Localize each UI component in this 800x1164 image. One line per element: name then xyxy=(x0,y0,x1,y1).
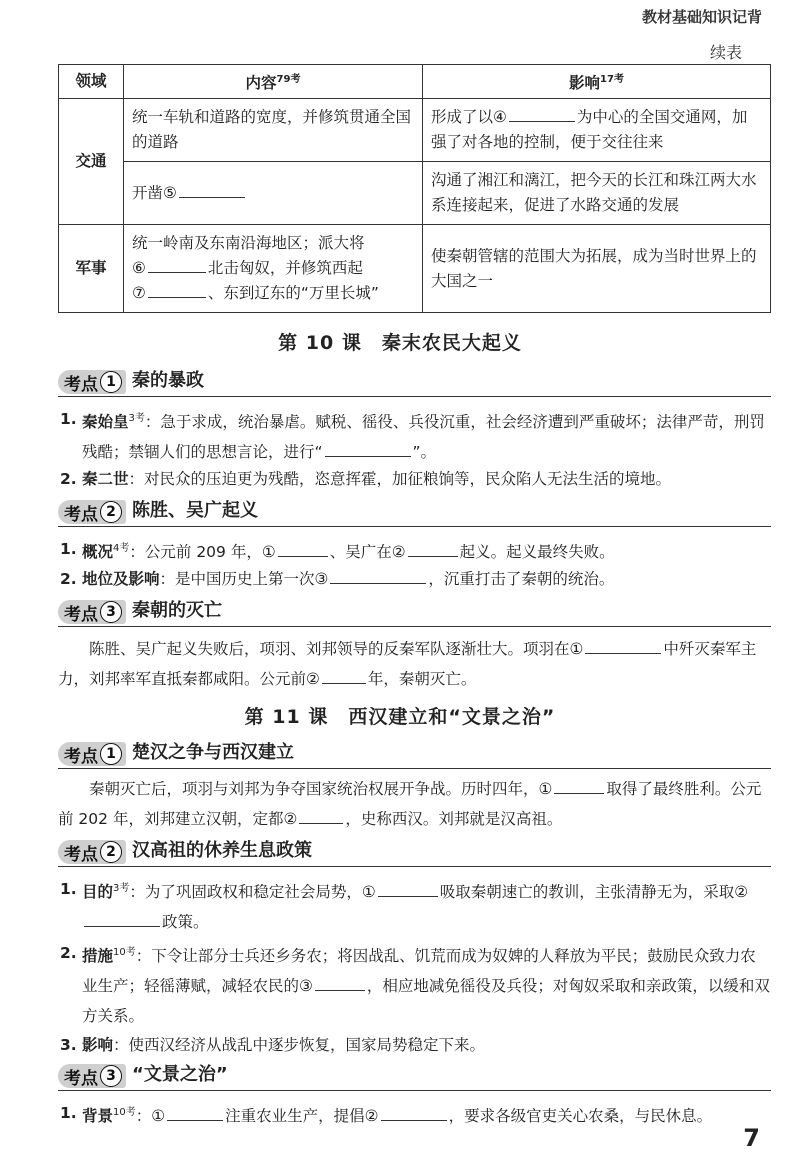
lesson-10-title: 第 10 课 秦末农民大起义 xyxy=(278,332,522,354)
blank-input[interactable] xyxy=(315,974,365,991)
page-number: 7 xyxy=(743,1124,760,1152)
header-impact: 影响$^{17考}$ xyxy=(423,65,771,99)
kp-heading xyxy=(58,740,771,769)
kp-badge: 考点 1 xyxy=(58,742,126,766)
kp-title: 秦的暴政 xyxy=(132,370,204,391)
kp-heading xyxy=(58,838,771,867)
kp-badge: 考点 2 xyxy=(58,840,126,864)
kp-title: 楚汉之争与西汉建立 xyxy=(132,742,294,763)
kp-badge: 考点 2 xyxy=(58,500,126,524)
book-section-title: 教材基础知识记背 xyxy=(641,8,762,26)
table-header-row xyxy=(59,65,771,99)
kp-badge: 考点 3 xyxy=(58,1064,126,1088)
blank-5[interactable] xyxy=(179,181,245,198)
paragraph: 秦朝灭亡后，项羽与刘邦为争夺国家统治权展开争战。历时四年，① 取得了最终胜利。公元前 202 年，刘邦建立汉朝，定都② ，史称西汉。刘邦就是汉高祖。 xyxy=(58,774,771,834)
kp-badge: 考点 1 xyxy=(58,370,126,394)
blank-input[interactable] xyxy=(554,777,604,794)
blank-input[interactable] xyxy=(330,567,426,584)
domain-traffic: 交通 xyxy=(59,99,124,225)
list-item: 3. 影响：使西汉经济从战乱中逐步恢复，国家局势稳定下来。 xyxy=(60,1036,486,1054)
kp-heading xyxy=(58,1062,771,1091)
blank-input[interactable] xyxy=(84,910,160,927)
blank-input[interactable] xyxy=(167,1104,223,1121)
content-cell: 开凿⑤ xyxy=(124,162,423,225)
lesson-11-title: 第 11 课 西汉建立和“文景之治” xyxy=(244,706,556,728)
blank-7[interactable] xyxy=(148,281,206,298)
list-item: 1. 目的$^{3考}$：为了巩固政权和稳定社会局势，① 吸取秦朝速亡的教训，主张清静无为，采取②政策。 xyxy=(60,880,749,932)
header-content: 内容$^{79考}$ xyxy=(124,65,423,99)
blank-input[interactable] xyxy=(585,637,661,654)
paragraph: 陈胜、吴广起义失败后，项羽、刘邦领导的反秦军队逐渐壮大。项羽在① 中歼灭秦军主力，刘邦率军直抵秦都咸阳。公元前② 年，秦朝灭亡。 xyxy=(58,634,771,694)
kp-heading xyxy=(58,598,771,627)
list-item: 2. 措施$^{10考}$：下令让部分士兵还乡务农；将因战乱、饥荒而成为奴婢的人释放为平民；鼓励民众致力农业生产；轻徭薄赋，减轻农民的③ ，相应地减免徭役及兵役；对匈奴采取和亲政策，以缓和双方关系。 xyxy=(60,944,770,1026)
content-cell: 统一岭南及东南沿海地区；派大将 ⑥ 北击匈奴，并修筑西起 ⑦ 、东到辽东的“万里长城” xyxy=(124,225,423,313)
continued-label: 续表 xyxy=(709,43,742,62)
blank-input[interactable] xyxy=(322,667,366,684)
blank-input[interactable] xyxy=(381,1104,447,1121)
kp-title: 陈胜、吴广起义 xyxy=(132,500,258,521)
knowledge-table xyxy=(58,64,771,313)
kp-heading xyxy=(58,498,771,527)
impact-cell: 形成了以④ 为中心的全国交通网，加强了对各地的控制，便于交往往来 xyxy=(423,99,771,162)
list-item: 1. 秦始皇$^{3考}$：急于求成，统治暴虐。赋税、徭役、兵役沉重，社会经济遭到严重破坏；法律严苛，刑罚残酷；禁锢人们的思想言论，进行“ ”。 xyxy=(60,410,765,462)
table-row xyxy=(59,99,771,162)
list-item: 1. 概况$^{4考}$：公元前 209 年，① 、吴广在② 起义。起义最终失败。 xyxy=(60,540,615,562)
list-item: 2. 地位及影响：是中国历史上第一次③ ，沉重打击了秦朝的统治。 xyxy=(58,564,771,594)
table-row xyxy=(59,225,771,313)
impact-cell: 使秦朝管辖的范围大为拓展，成为当时世界上的大国之一 xyxy=(423,225,771,313)
content-cell: 统一车轨和道路的宽度，并修筑贯通全国的道路 xyxy=(124,99,423,162)
kp-title: 汉高祖的休养生息政策 xyxy=(132,840,312,861)
blank-input[interactable] xyxy=(299,807,343,824)
blank-input[interactable] xyxy=(325,440,411,457)
table-row xyxy=(59,162,771,225)
kp-heading xyxy=(58,368,771,397)
blank-input[interactable] xyxy=(408,540,458,557)
domain-military: 军事 xyxy=(59,225,124,313)
blank-4[interactable] xyxy=(509,105,575,122)
blank-input[interactable] xyxy=(378,880,438,897)
header-domain: 领域 xyxy=(59,65,124,99)
list-item: 1. 背景$^{10考}$：① 注重农业生产，提倡② ，要求各级官吏关心农桑，与民休息。 xyxy=(60,1104,713,1126)
impact-cell: 沟通了湘江和漓江，把今天的长江和珠江两大水系连接起来，促进了水路交通的发展 xyxy=(423,162,771,225)
blank-6[interactable] xyxy=(148,256,206,273)
list-item: 2. 秦二世：对民众的压迫更为残酷，恣意挥霍，加征粮饷等，民众陷人无法生活的境地。 xyxy=(60,470,672,488)
blank-input[interactable] xyxy=(278,540,328,557)
kp-title: 秦朝的灭亡 xyxy=(132,600,222,621)
kp-title: “文景之治” xyxy=(132,1064,228,1085)
kp-badge: 考点 3 xyxy=(58,600,126,624)
